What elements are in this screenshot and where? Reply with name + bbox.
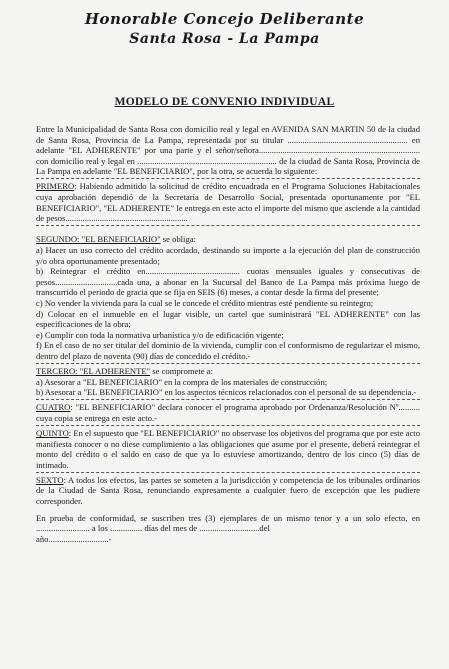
clause-cuarto (36, 402, 420, 423)
clause-segundo-item-f: f) En el caso de no ser titular del dominio de la vivienda, cumplir con el conformismo de regularizar el mismo, dentro del plazo de noventa (90) días de concedido el crédito.- (36, 340, 420, 361)
clause-tercero-item-b: b) Asesorar a "EL BENEFICIARIO" en los aspectos técnicos relacionados con el personal de su dependencia.- (36, 387, 417, 398)
clause-tercero-heading-rest: se compromete a: (150, 365, 213, 376)
clause-segundo-label: SEGUNDO: "EL BENEFICIARIO" (36, 234, 161, 245)
separator-rule (36, 363, 420, 364)
clause-tercero-item-a: a) Asesorar a "EL BENEFICIARIO" en la compra de los materiales de construcción; (36, 376, 328, 387)
clause-segundo-item-a: a) Hacer un uso correcto del crédito acordado, destinando su importe a la ejecución del plan de construcción y/o obra oportunamente presentado; (36, 244, 420, 266)
separator-rule (36, 178, 420, 179)
letterhead-line-2: Santa Rosa - La Pampa (129, 31, 320, 47)
clause-primero-text: : Habiendo admitido la solicitud de crédito encuadrada en el Programa Soluciones Habitacionales cuya aprobación dependió de la Secretaría de Desarrollo Social, presentada oportunamente por "EL BENEFICIARIO", "EL ADHERENTE" le entrega en este acto el importe del mismo que asciende a la cantidad de pesos......................................................... (36, 181, 420, 224)
closing-line-1: En prueba de conformidad, se suscriben tres (3) ejemplares de un mismo tenor y a un solo efecto, en ......................... a los ............... días del mes de ............................del (36, 512, 420, 534)
clause-segundo-item-d: d) Colocar en el inmueble en el lugar visible, un cartel que suministrará "EL ADHERENTE" con las especificaciones de la obra; (36, 308, 420, 330)
letterhead-line-1: Honorable Concejo Deliberante (84, 10, 365, 28)
clause-segundo-heading-rest: se obliga: (160, 234, 196, 245)
closing-line-2: año............................- (36, 533, 112, 544)
clause-segundo-heading (36, 234, 420, 245)
clause-sexto-text: : A todos los efectos, las partes se someten a la jurisdicción y competencia de los tribunales ordinarios de la Ciudad de Santa Rosa, renunciando expresamente a cualquier fuero de excepción que les pudiere corresponder. (36, 474, 420, 506)
separator-rule (36, 225, 420, 226)
clause-cuarto-label: CUATRO (36, 402, 71, 413)
clause-primero-label: PRIMERO (36, 181, 75, 192)
clause-primero (36, 181, 420, 223)
clause-cuarto-text: : "EL BENEFICIARIO" declara conocer el programa aprobado por Ordenanza/Resolución Nº.......... cuya copia se entrega en este acto.- (36, 402, 420, 423)
clause-quinto (36, 428, 420, 470)
clause-segundo-item-c: c) No vender la vivienda para la cual se le concede el crédito mientras esté pendiente su reintegro; (36, 297, 374, 308)
document-body (36, 124, 420, 544)
clause-tercero-label: TERCERO: "EL ADHERENTE" (36, 365, 151, 376)
separator-rule (36, 399, 420, 400)
separator-rule (36, 472, 420, 473)
clause-segundo-item-b: b) Reintegrar el crédito en............................................ cuotas mensuales iguales y consecutivas de pesos.............................cada una, a abonar en la Sucursal del Banco de La Pampa más próxima luego de transcurrido el periodo de gracia que se fija en SEIS (6) meses, a contar desde la firma del presente; (36, 266, 420, 298)
intro-paragraph: Entre la Municipalidad de Santa Rosa con domicilio real y legal en AVENIDA SAN MARTIN 50 de la ciudad de Santa Rosa, Provincia de La Pampa, representada por su titular ........................................................ en adelante "EL ADHERENTE" por una parte y el señor/señora........................................................................... con domicilio real y legal en ................................................................. de la ciudad de Santa Rosa, Provincia de La Pampa en adelante "EL BENEFICIARIO", por la otra, se acuerda lo siguiente: (36, 124, 420, 177)
clause-sexto (36, 475, 420, 507)
clause-segundo-item-e: e) Cumplir con toda la normativa urbanística y/o de edificación vigente; (36, 329, 284, 340)
separator-rule (36, 425, 420, 426)
clause-quinto-label: QUINTO (36, 427, 69, 438)
document-title: MODELO DE CONVENIO INDIVIDUAL (114, 96, 335, 108)
clause-sexto-label: SEXTO (36, 474, 64, 485)
clause-quinto-text: : En el supuesto que "EL BENEFICIARIO" no observase los objetivos del programa que por este acto manifiesta conocer o no diese cumplimiento a las obligaciones que asume por el presente, deberá reintegrar el monto del crédito o el saldo en caso de que ya lo estuviese amortizando, dentro de los cinco (5) días de intimado. (36, 427, 420, 470)
clause-tercero-heading (36, 366, 420, 377)
